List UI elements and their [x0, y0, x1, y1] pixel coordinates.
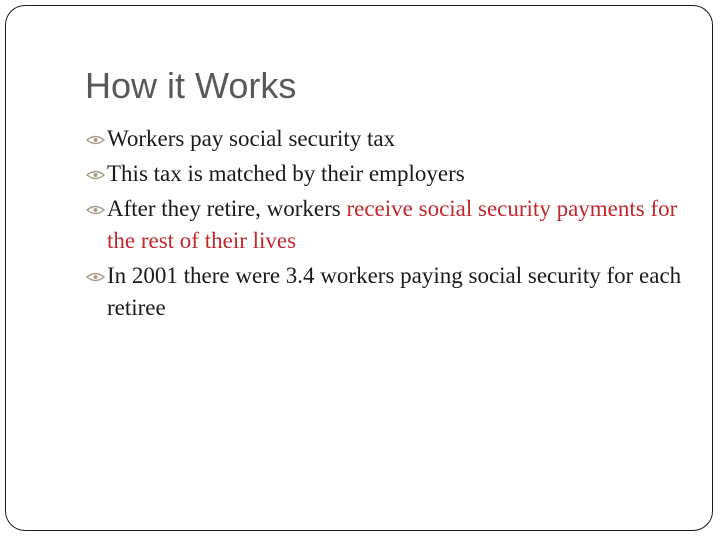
- list-item: [86, 158, 686, 190]
- bullet-highlight-text: receive social security payments for the rest of their lives: [107, 196, 678, 253]
- bullet-text: This tax is matched by their employers: [107, 161, 465, 186]
- bullet-text: After they retire, workers: [107, 196, 347, 221]
- slide-frame: [5, 5, 713, 531]
- bullet-list: [86, 123, 686, 327]
- eye-bullet-icon: [86, 170, 105, 180]
- bullet-text: In 2001 there were 3.4 workers paying social security for each retiree: [107, 263, 682, 320]
- eye-bullet-icon: [86, 272, 105, 282]
- slide-title: How it Works: [85, 65, 297, 106]
- list-item: [86, 260, 686, 324]
- eye-bullet-icon: [86, 135, 105, 145]
- bullet-text: Workers pay social security tax: [107, 126, 396, 151]
- eye-bullet-icon: [86, 205, 105, 215]
- list-item: [86, 193, 686, 257]
- list-item: [86, 123, 686, 155]
